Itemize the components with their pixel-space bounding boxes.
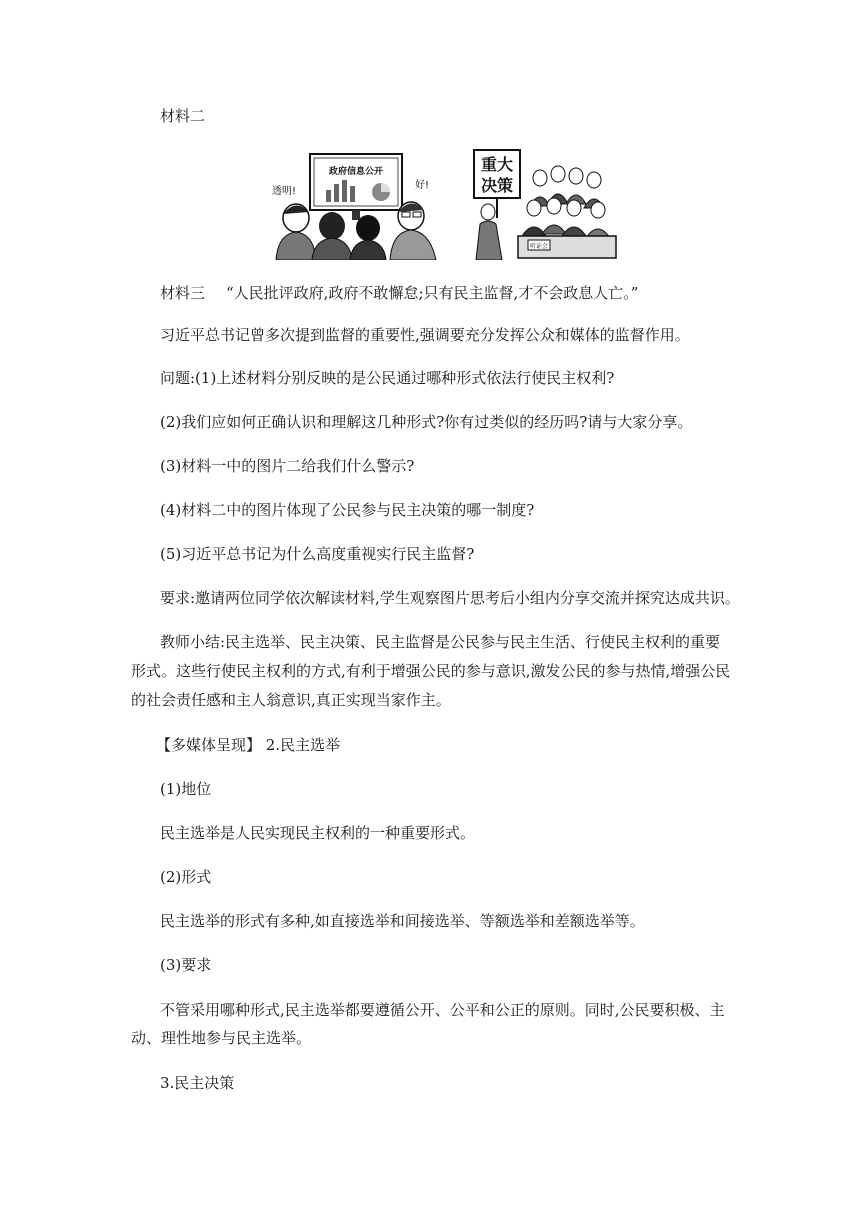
status-heading: (1)地位 (160, 780, 212, 798)
question-2: (2)我们应如何正确认识和理解这几种形式?你有过类似的经历吗?请与大家分享。 (160, 413, 693, 431)
requirement-detail-line1: 不管采用哪种形式,民主选举都要遵循公开、公平和公正的原则。同时,公民要积极、主 (160, 1001, 725, 1019)
requirement-heading: (3)要求 (160, 956, 212, 974)
screen-title: 政府信息公开 (328, 167, 384, 177)
material2-label: 材料二 (160, 107, 206, 125)
requirement-text: 要求:邀请两位同学依次解读材料,学生观察图片思考后小组内分享交流并探究达成共识。 (160, 589, 740, 607)
material3-label: 材料三 (160, 284, 206, 302)
teacher-summary-line1: 教师小结:民主选举、民主决策、民主监督是公民参与民主生活、行使民主权利的重要 (160, 633, 721, 651)
government-info-disclosure-illustration (268, 148, 450, 260)
speech-bubble-left: 透明! (272, 186, 297, 197)
teacher-summary-line3: 的社会责任感和主人翁意识,真正实现当家作主。 (131, 691, 451, 709)
public-hearing-illustration (472, 148, 618, 260)
material3-line (160, 283, 638, 303)
xi-statement: 习近平总书记曾多次提到监督的重要性,强调要充分发挥公众和媒体的监督作用。 (160, 326, 690, 344)
teacher-summary-line2: 形式。这些行使民主权利的方式,有利于增强公民的参与意识,激发公民的参与热情,增强公民 (131, 662, 731, 680)
sign-text-line2: 决策 (480, 176, 514, 195)
requirement-detail-line2: 动、理性地参与民主选举。 (131, 1029, 312, 1047)
question-4: (4)材料二中的图片体现了公民参与民主决策的哪一制度? (160, 501, 535, 519)
form-text: 民主选举的形式有多种,如直接选举和间接选举、等额选举和差额选举等。 (160, 912, 645, 930)
form-heading: (2)形式 (160, 868, 212, 886)
hearing-desk-label: 听证会 (529, 243, 549, 250)
material3-quote: “人民批评政府,政府不敢懈怠;只有民主监督,才不会政息人亡。” (226, 284, 639, 302)
status-text: 民主选举是人民实现民主权利的一种重要形式。 (160, 824, 476, 842)
question-1: 问题:(1)上述材料分别反映的是公民通过哪种形式依法行使民主权利? (160, 369, 615, 387)
multimedia-heading: 【多媒体呈现】 2.民主选举 (156, 736, 341, 754)
speech-bubble-right: 好! (415, 180, 430, 191)
question-3: (3)材料一中的图片二给我们什么警示? (160, 457, 415, 475)
sign-text-line1: 重大 (480, 155, 514, 174)
section-3-heading: 3.民主决策 (160, 1074, 235, 1092)
question-5: (5)习近平总书记为什么高度重视实行民主监督? (160, 545, 475, 563)
